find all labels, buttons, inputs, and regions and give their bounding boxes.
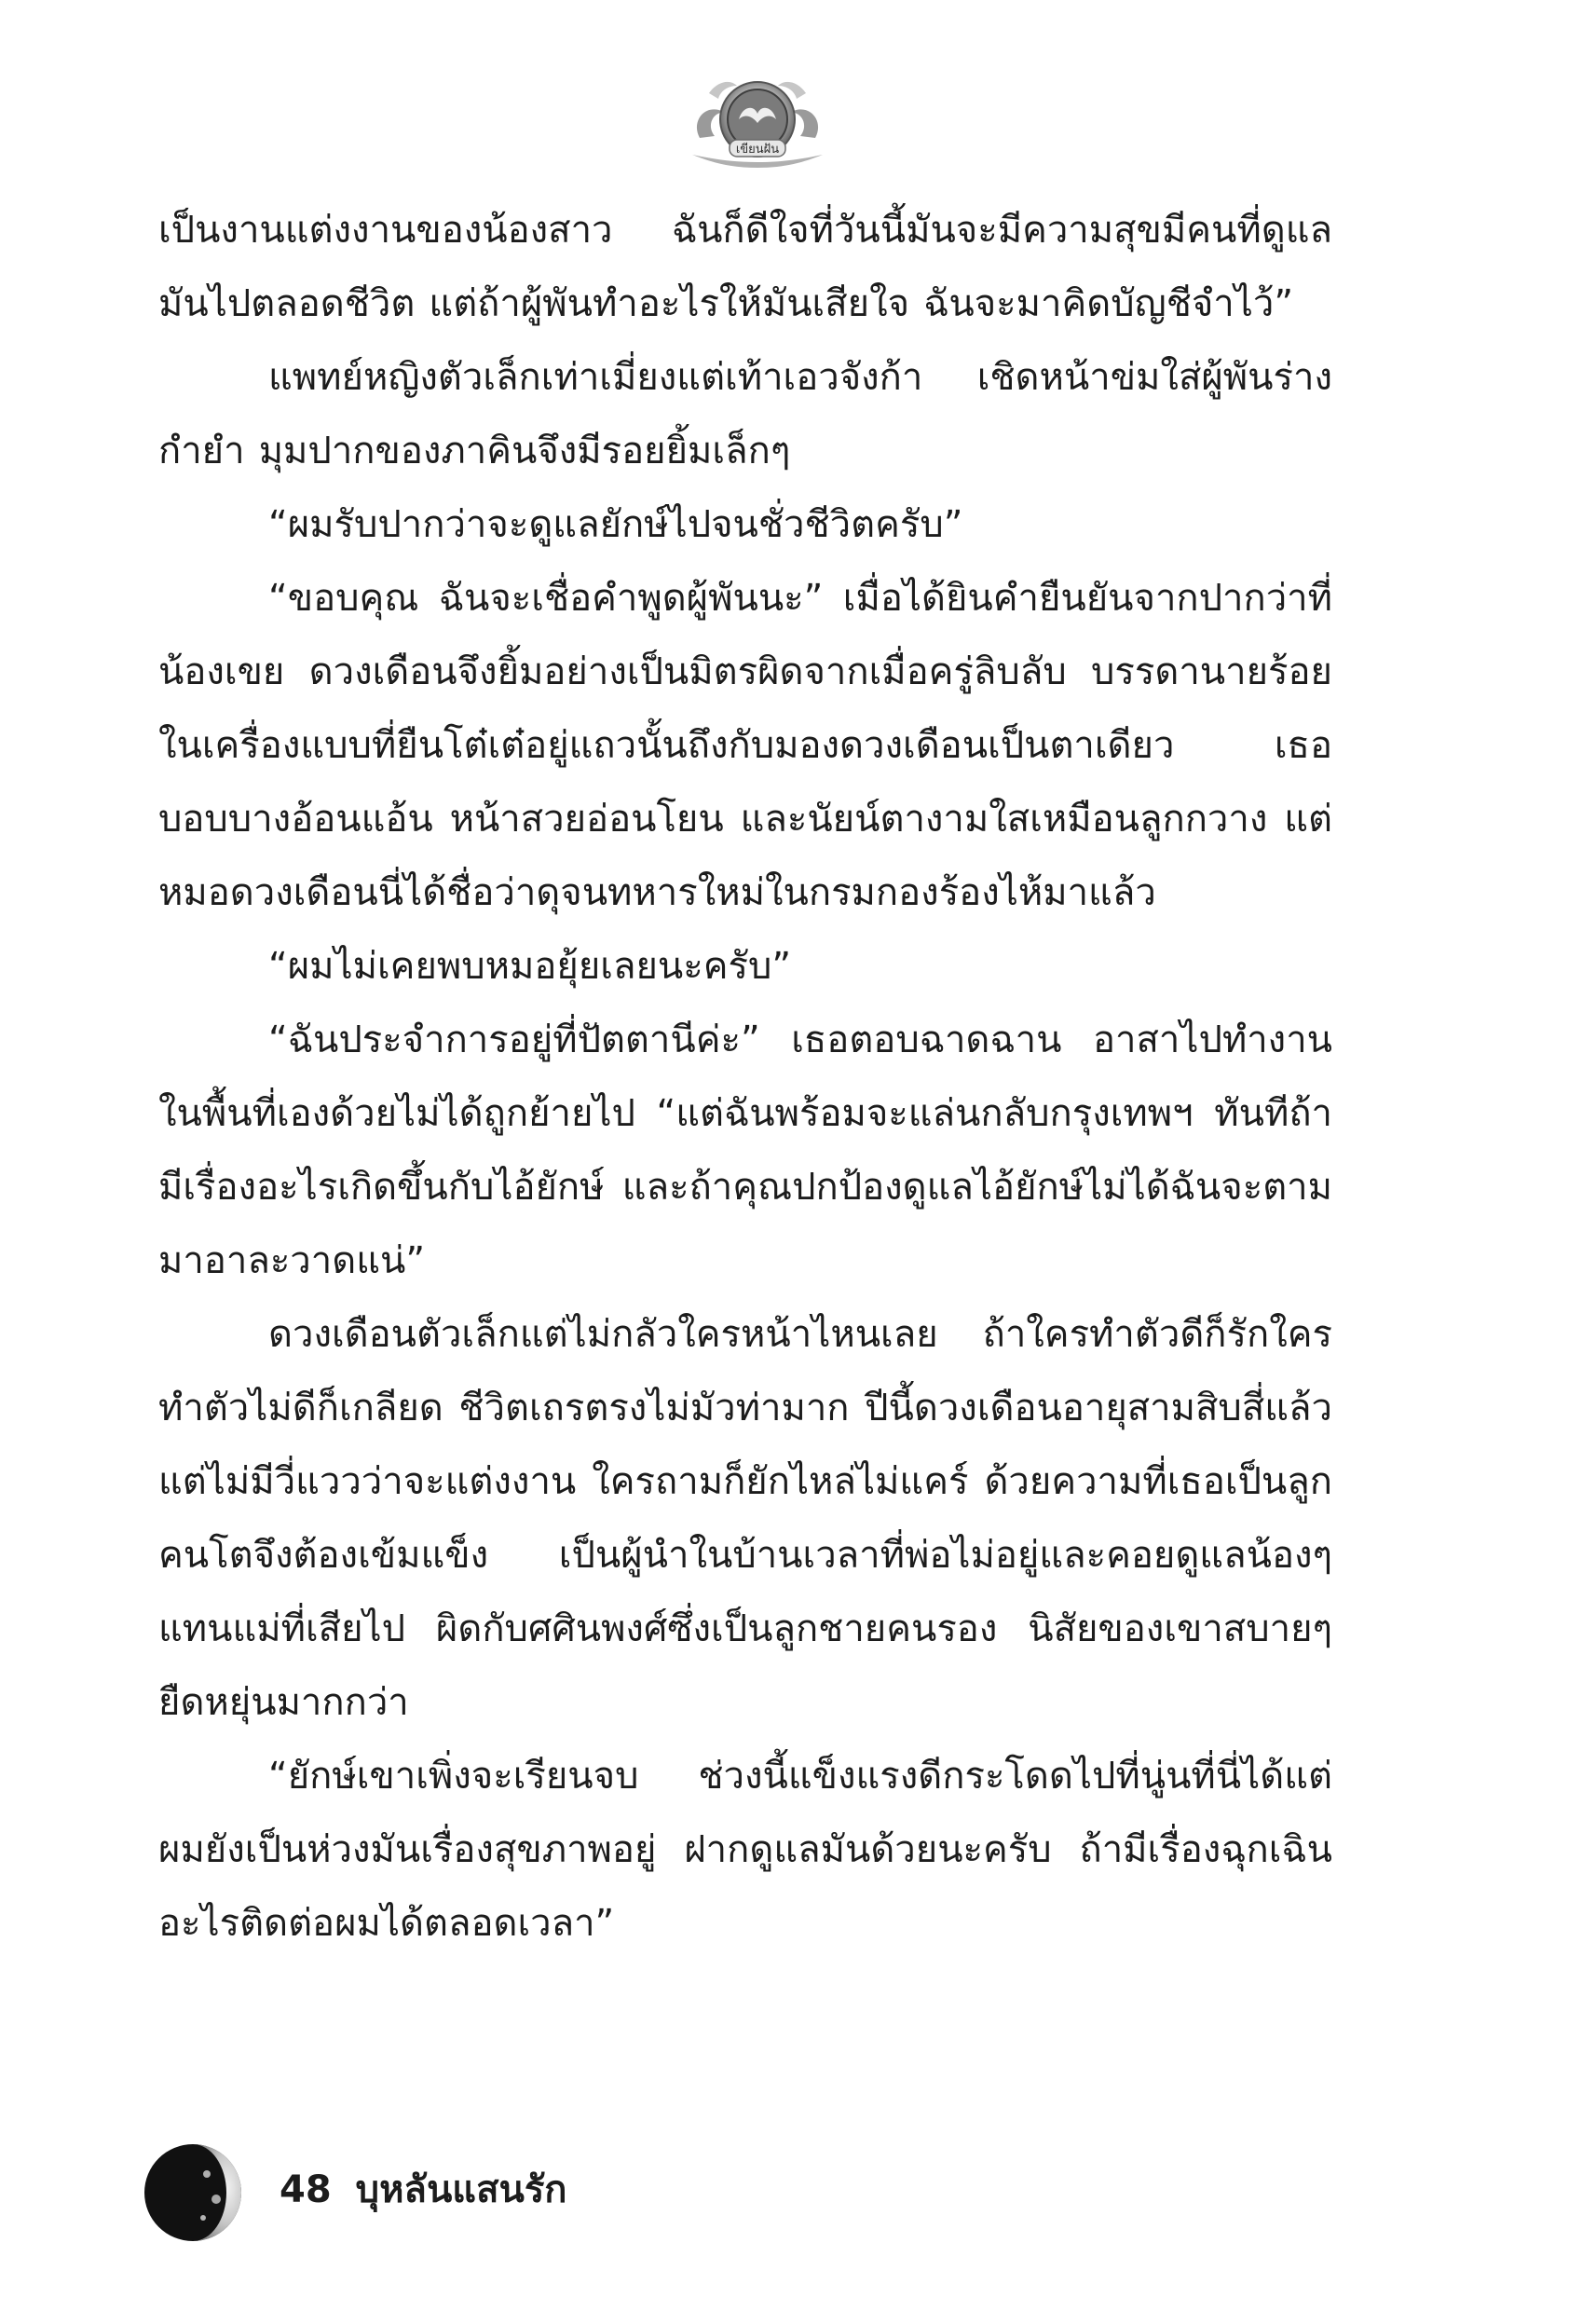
crescent-moon-icon — [142, 2141, 244, 2244]
paragraph: “ขอบคุณ ฉันจะเชื่อคำพูดผู้พันนะ” เมื่อได้ยินคำยืนยันจากปากว่าที่น้องเขย ดวงเดือนจึงยิ้มอย่างเป็นมิตรผิดจากเมื่อครู่ลิบลับ บรรดานายร้อยในเครื่องแบบที่ยืนโต๋เต๋อยู่แถวนั้นถึงกับมองดวงเดือนเป็นตาเดียว เธอบอบบางอ้อนแอ้น หน้าสวยอ่อนโยน และนัยน์ตางามใสเหมือนลูกกวาง แต่หมอดวงเดือนนี่ได้ชื่อว่าดุจนทหารใหม่ในกรมกองร้องไห้มาแล้ว — [158, 577, 1332, 914]
paragraph: “ผมไม่เคยพบหมอยุ้ยเลยนะครับ” — [268, 945, 792, 988]
page-footer — [280, 2164, 567, 2216]
book-title: บุหลันแสนรัก — [355, 2168, 567, 2211]
text-block — [158, 194, 1332, 2085]
publisher-ornament-logo — [683, 65, 832, 177]
paragraph: แพทย์หญิงตัวเล็กเท่าเมี่ยงแต่เท้าเอวจังก้า เชิดหน้าข่มใส่ผู้พันร่างกำยำ มุมปากของภาคินจึงมีรอยยิ้มเล็กๆ — [158, 356, 1332, 472]
paragraph: ดวงเดือนตัวเล็กแต่ไม่กลัวใครหน้าไหนเลย ถ้าใครทำตัวดีก็รักใครทำตัวไม่ดีก็เกลียด ชีวิตเถรตรงไม่มัวท่ามาก ปีนี้ดวงเดือนอายุสามสิบสี่แล้วแต่ไม่มีวี่แววว่าจะแต่งงาน ใครถามก็ยักไหล่ไม่แคร์ ด้วยความที่เธอเป็นลูกคนโตจึงต้องเข้มแข็ง เป็นผู้นำในบ้านเวลาที่พ่อไม่อยู่และคอยดูแลน้องๆ แทนแม่ที่เสียไป ผิดกับศศินพงศ์ซึ่งเป็นลูกชายคนรอง นิสัยของเขาสบายๆ ยืดหยุ่นมากกว่า — [158, 1313, 1332, 1724]
paragraph: “ฉันประจำการอยู่ที่ปัตตานีค่ะ” เธอตอบฉาดฉาน อาสาไปทำงานในพื้นที่เองด้วยไม่ได้ถูกย้ายไป “แต่ฉันพร้อมจะแล่นกลับกรุงเทพฯ ทันทีถ้ามีเรื่องอะไรเกิดขึ้นกับไอ้ยักษ์ และถ้าคุณปกป้องดูแลไอ้ยักษ์ไม่ได้ฉันจะตามมาอาละวาดแน่” — [158, 1019, 1332, 1282]
page-number: 48 — [280, 2168, 332, 2211]
paragraph: “ผมรับปากว่าจะดูแลยักษ์ไปจนชั่วชีวิตครับ” — [268, 503, 963, 546]
paragraph: เป็นงานแต่งงานของน้องสาว ฉันก็ดีใจที่วันนี้มันจะมีความสุขมีคนที่ดูแลมันไปตลอดชีวิต แต่ถ้าผู้พันทำอะไรให้มันเสียใจ ฉันจะมาคิดบัญชีจำไว้” — [158, 209, 1332, 325]
svg-text:เขียนฝัน: เขียนฝัน — [735, 143, 780, 157]
paragraph: “ยักษ์เขาเพิ่งจะเรียนจบ ช่วงนี้แข็งแรงดีกระโดดไปที่นู่นที่นี่ได้แต่ผมยังเป็นห่วงมันเรื่องสุขภาพอยู่ ฝากดูแลมันด้วยนะครับ ถ้ามีเรื่องฉุกเฉินอะไรติดต่อผมได้ตลอดเวลา” — [158, 1755, 1332, 1945]
